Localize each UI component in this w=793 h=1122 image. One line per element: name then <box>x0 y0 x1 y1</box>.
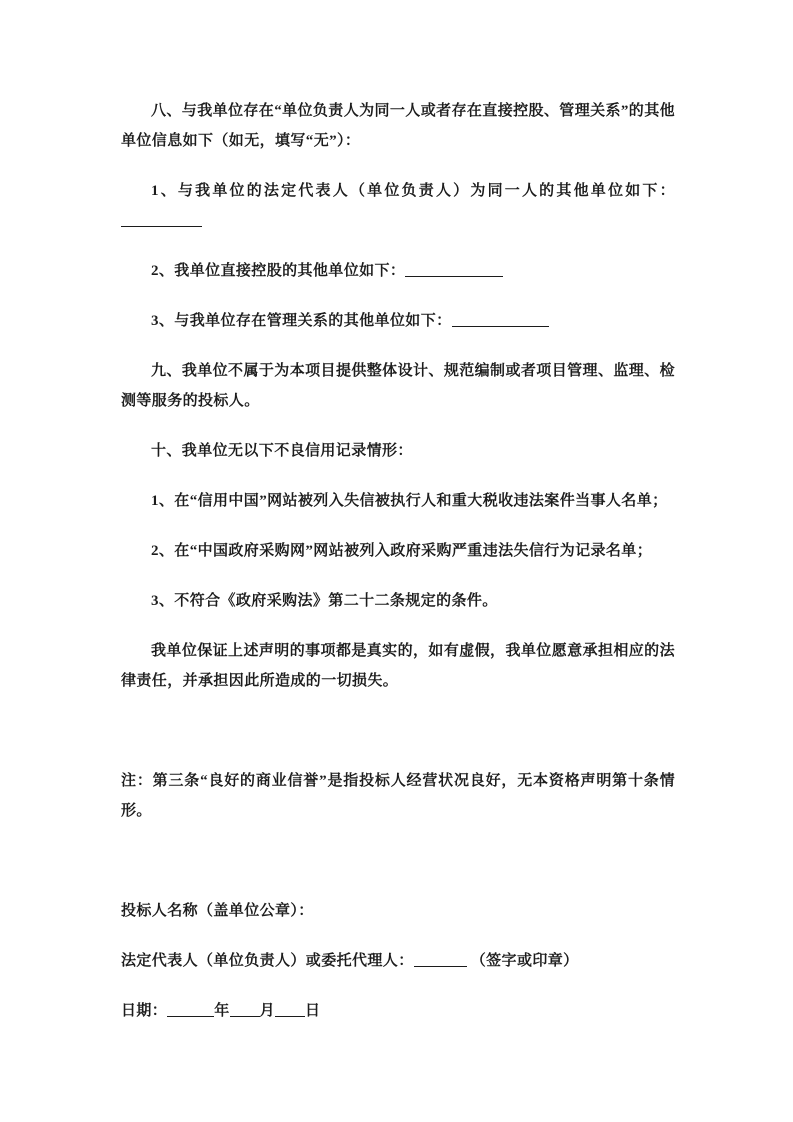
text-run: 投标人名称（盖单位公章）： <box>121 903 314 919</box>
text-run: 年 <box>214 1003 230 1019</box>
text-run: 八、与我单位存在“单位负责人为同一人或者存在直接控股、管理关系”的其他单位信息如下（如无，填写“无”）： <box>121 103 676 149</box>
fill-in-blank <box>167 1014 214 1017</box>
paragraph-clause-10 <box>121 436 675 466</box>
fill-in-blank <box>414 964 467 967</box>
fill-in-blank <box>121 224 202 227</box>
fill-in-blank <box>452 324 549 327</box>
blank-line <box>121 716 675 746</box>
paragraph-clause-8 <box>121 96 675 156</box>
paragraph-bidder-name-line <box>121 896 675 926</box>
text-run: 2、我单位直接控股的其他单位如下： <box>151 263 406 279</box>
paragraph-date-line <box>121 996 675 1026</box>
paragraph-clause-8-item-3 <box>121 306 675 336</box>
paragraph-clause-10-item-2 <box>121 536 675 566</box>
text-run: 2、在“中国政府采购网”网站被列入政府采购严重违法失信行为记录名单； <box>151 543 653 559</box>
paragraph-clause-10-item-3 <box>121 586 675 616</box>
text-run: 日 <box>305 1003 321 1019</box>
text-run: 月 <box>259 1003 276 1019</box>
fill-in-blank <box>275 1014 305 1017</box>
blank-line <box>121 846 675 876</box>
paragraph-clause-8-item-2 <box>121 256 675 286</box>
paragraph-note <box>121 766 675 826</box>
text-run: 十、我单位无以下不良信用记录情形： <box>151 443 413 459</box>
text-run: 3、不符合《政府采购法》第二十二条规定的条件。 <box>151 593 498 609</box>
document-body <box>121 96 675 1046</box>
paragraph-legal-representative-line <box>121 946 675 976</box>
fill-in-blank <box>230 1014 260 1017</box>
text-run: 3、与我单位存在管理关系的其他单位如下： <box>151 313 452 329</box>
paragraph-guarantee-statement <box>121 636 675 696</box>
fill-in-blank <box>405 274 503 277</box>
text-run: 法定代表人（单位负责人）或委托代理人： <box>121 953 414 969</box>
text-run: 九、我单位不属于为本项目提供整体设计、规范编制或者项目管理、监理、检测等服务的投标人。 <box>121 363 675 409</box>
paragraph-clause-9 <box>121 356 675 416</box>
text-run: 注：第三条“良好的商业信誉”是指投标人经营状况良好，无本资格声明第十条情形。 <box>121 773 675 819</box>
text-run: 1、在“信用中国”网站被列入失信被执行人和重大税收违法案件当事人名单； <box>151 493 668 509</box>
text-run: （签字或印章） <box>466 953 579 969</box>
text-run: 1、与我单位的法定代表人（单位负责人）为同一人的其他单位如下： <box>151 183 675 199</box>
paragraph-clause-10-item-1 <box>121 486 675 516</box>
paragraph-clause-8-item-1 <box>121 176 675 236</box>
text-run: 日期： <box>121 1003 168 1019</box>
text-run: 我单位保证上述声明的事项都是真实的，如有虚假，我单位愿意承担相应的法律责任，并承担因此所造成的一切损失。 <box>121 643 675 689</box>
